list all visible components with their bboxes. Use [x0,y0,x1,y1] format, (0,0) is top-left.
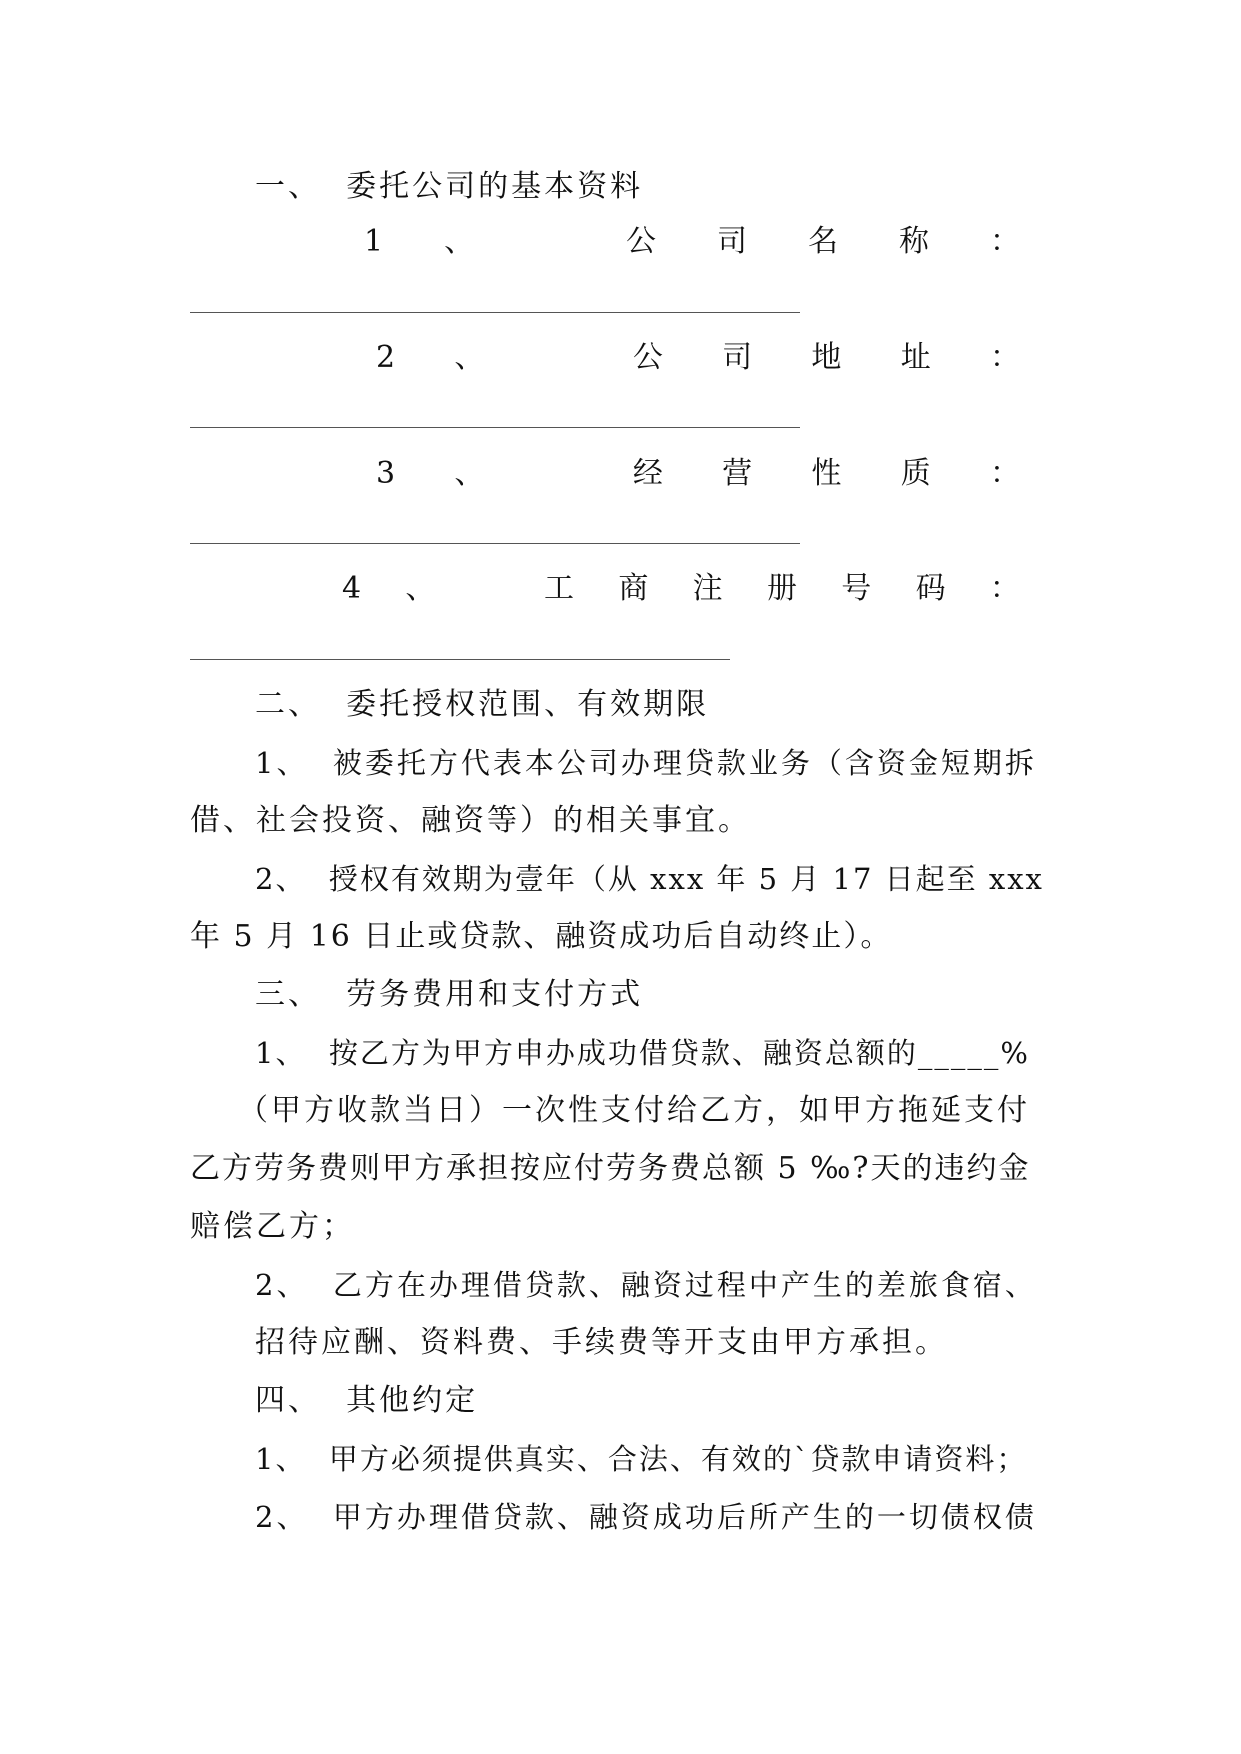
section-3-item-2-line-1: 2、 乙方在办理借贷款、融资过程中产生的差旅食宿、 [255,1268,1037,1302]
field-number: 3 [376,456,396,491]
section-4-item-2-line-1: 2、 甲方办理借贷款、融资成功后所产生的一切债权债 [255,1500,1037,1534]
field-char: 营 [722,456,753,491]
section-3-item-1-line-4: 赔偿乙方； [190,1209,355,1244]
field-char: 质 [900,456,931,491]
field-char: 码 [915,571,946,606]
section-3-item-1-line-3: 乙方劳务费则甲方承担按应付劳务费总额 5 ‰?天的违约金 [190,1151,1031,1186]
field-number: 2 [376,340,396,375]
field-number: 4 [342,571,362,606]
field-colon: ： [989,224,1020,259]
fill-in-line-company-name[interactable] [190,312,800,313]
field-char: 公 [626,224,657,259]
section-2-item-2-line-1: 2、 授权有效期为壹年（从 xxx 年 5 月 17 日起至 xxx [255,862,1044,896]
section-3-heading: 三、 劳务费用和支付方式 [255,977,644,1012]
section-3-item-1-line-1: 1、 按乙方为甲方申办成功借贷款、融资总额的_____% [255,1036,1030,1070]
section-1-heading: 一、 委托公司的基本资料 [255,169,644,204]
field-separator: 、 [405,571,436,606]
field-company-address-label [376,338,1020,378]
field-char: 商 [618,571,649,606]
fill-in-line-company-address[interactable] [190,427,800,428]
field-separator: 、 [454,456,485,491]
field-colon: ： [989,456,1020,491]
field-business-nature-label [376,454,1020,494]
field-number: 1 [364,224,384,259]
field-char: 注 [692,571,723,606]
field-char: 公 [632,340,663,375]
field-separator: 、 [454,340,485,375]
section-2-item-1-line-1: 1、 被委托方代表本公司办理贷款业务（含资金短期拆 [255,746,1037,780]
section-4-heading: 四、 其他约定 [255,1383,479,1418]
section-2-heading: 二、 委托授权范围、有效期限 [255,687,710,722]
field-colon: ： [989,571,1020,606]
field-char: 地 [811,340,842,375]
section-3-item-2-line-2: 招待应酬、资料费、手续费等开支由甲方承担。 [255,1325,948,1360]
fill-in-line-business-nature[interactable] [190,543,800,544]
field-char: 名 [808,224,839,259]
field-registration-number-label [342,569,1020,609]
section-4-item-1-line-1: 1、 甲方必须提供真实、合法、有效的`贷款申请资料； [255,1442,1028,1476]
field-company-name-label [364,222,1020,262]
fill-in-line-registration-number[interactable] [190,659,730,660]
field-char: 称 [899,224,929,259]
field-separator: 、 [444,224,475,259]
field-char: 司 [722,340,753,375]
field-colon: ： [989,340,1020,375]
section-2-item-1-line-2: 借、社会投资、融资等）的相关事宜。 [190,803,751,838]
field-char: 工 [544,571,575,606]
section-2-item-2-line-2: 年 5 月 16 日止或贷款、融资成功后自动终止）。 [190,919,893,954]
field-char: 册 [766,571,797,606]
section-3-item-1-line-2: （甲方收款当日）一次性支付给乙方，如甲方拖延支付 [238,1093,1030,1128]
field-char: 号 [841,571,872,606]
field-char: 性 [811,456,842,491]
field-char: 司 [717,224,748,259]
field-char: 经 [632,456,663,491]
field-char: 址 [900,340,931,375]
